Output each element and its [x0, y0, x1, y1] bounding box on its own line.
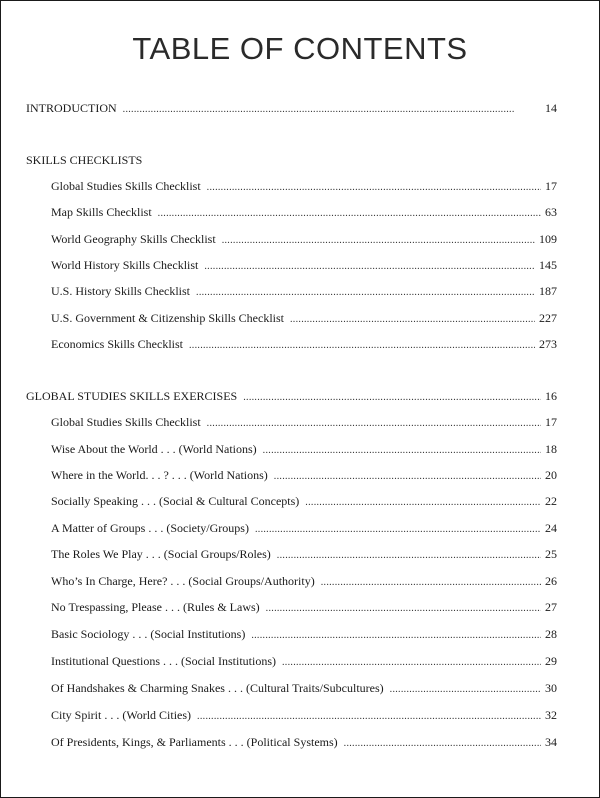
toc-entry [51, 231, 557, 249]
toc-entry-label: The Roles We Play . . . (Social Groups/Roles) [51, 547, 271, 561]
toc-entry [51, 599, 557, 617]
toc-entry [51, 467, 557, 485]
dot-leader [274, 469, 541, 485]
toc-entry-label: Who’s In Charge, Here? . . . (Social Groups/Authority) [51, 574, 315, 588]
dot-leader [290, 312, 535, 328]
toc-entry-label: Economics Skills Checklist [51, 337, 183, 351]
toc-entry-label: Map Skills Checklist [51, 205, 152, 219]
dot-leader [251, 628, 541, 644]
dot-leader [255, 522, 541, 538]
dot-leader [243, 390, 541, 406]
dot-leader [197, 709, 541, 725]
toc-entry-page: 63 [545, 205, 557, 219]
section-heading-global-studies [26, 388, 557, 406]
table-of-contents [1, 1, 599, 797]
toc-entry-page: 187 [539, 284, 557, 298]
dot-leader [196, 285, 535, 301]
toc-entry-page: 17 [545, 415, 557, 429]
toc-entry-label: World History Skills Checklist [51, 258, 199, 272]
dot-leader [207, 180, 541, 196]
toc-entry-page: 25 [545, 547, 557, 561]
toc-entry-label: INTRODUCTION [26, 101, 117, 115]
toc-entry-label: Basic Sociology . . . (Social Institutions) [51, 627, 246, 641]
toc-entry-page: 16 [545, 389, 557, 403]
toc-entry-label: Global Studies Skills Checklist [51, 179, 201, 193]
toc-entry-label: U.S. Government & Citizenship Skills Checklist [51, 311, 284, 325]
toc-entry-label: Of Handshakes & Charming Snakes . . . (Cultural Traits/Subcultures) [51, 681, 384, 695]
toc-entry-page: 22 [545, 494, 557, 508]
toc-entry [51, 441, 557, 459]
toc-entry [51, 546, 557, 564]
dot-leader [123, 102, 541, 118]
toc-entry-page: 227 [539, 311, 557, 325]
toc-entry [51, 680, 557, 698]
dot-leader [321, 575, 541, 591]
toc-entry-label: Socially Speaking . . . (Social & Cultural Concepts) [51, 494, 300, 508]
toc-entry-label: Wise About the World . . . (World Nations) [51, 442, 257, 456]
toc-entry [51, 707, 557, 725]
toc-entry-page: 14 [545, 101, 557, 115]
toc-entry-label: City Spirit . . . (World Cities) [51, 708, 192, 722]
dot-leader [266, 601, 541, 617]
toc-entry-introduction [26, 100, 557, 118]
toc-entry-label: Institutional Questions . . . (Social Institutions) [51, 654, 276, 668]
dot-leader [282, 655, 541, 671]
dot-leader [277, 548, 541, 564]
dot-leader [207, 416, 541, 432]
toc-entry-label: Global Studies Skills Checklist [51, 415, 201, 429]
toc-entry-page: 273 [539, 337, 557, 351]
toc-entry-page: 28 [545, 627, 557, 641]
toc-entry [51, 204, 557, 222]
toc-entry-page: 20 [545, 468, 557, 482]
dot-leader [344, 736, 541, 752]
dot-leader [158, 206, 541, 222]
toc-entry [51, 414, 557, 432]
dot-leader [204, 259, 535, 275]
toc-entry [51, 653, 557, 671]
toc-entry-page: 27 [545, 600, 557, 614]
dot-leader [263, 443, 541, 459]
toc-entry [51, 178, 557, 196]
toc-entry-page: 18 [545, 442, 557, 456]
toc-entry [51, 734, 557, 752]
toc-entry [51, 283, 557, 301]
toc-entry [51, 626, 557, 644]
toc-entry-page: 109 [539, 232, 557, 246]
toc-entry-label: GLOBAL STUDIES SKILLS EXERCISES [26, 389, 238, 403]
toc-entry-label: A Matter of Groups . . . (Society/Groups) [51, 521, 249, 535]
dot-leader [305, 495, 541, 511]
toc-entry-label: Of Presidents, Kings, & Parliaments . . . (Political Systems) [51, 735, 338, 749]
toc-entry-page: 26 [545, 574, 557, 588]
toc-entry-page: 32 [545, 708, 557, 722]
section-heading-skills-checklists: SKILLS CHECKLISTS [26, 153, 143, 167]
toc-entry-page: 145 [539, 258, 557, 272]
toc-entry [51, 336, 557, 354]
dot-leader [390, 682, 541, 698]
toc-entry-page: 29 [545, 654, 557, 668]
toc-entry [51, 257, 557, 275]
toc-entry [51, 493, 557, 511]
toc-entry [51, 573, 557, 591]
toc-entry [51, 310, 557, 328]
toc-entry-page: 30 [545, 681, 557, 695]
toc-entry [51, 520, 557, 538]
toc-entry-page: 34 [545, 735, 557, 749]
toc-entry-page: 17 [545, 179, 557, 193]
toc-entry-label: No Trespassing, Please . . . (Rules & Laws) [51, 600, 260, 614]
page-title: TABLE OF CONTENTS [132, 31, 468, 66]
toc-entry-label: Where in the World. . . ? . . . (World Nations) [51, 468, 268, 482]
toc-entry-label: World Geography Skills Checklist [51, 232, 216, 246]
dot-leader [189, 338, 535, 354]
toc-entry-label: U.S. History Skills Checklist [51, 284, 191, 298]
dot-leader [222, 233, 535, 249]
toc-entry-page: 24 [545, 521, 557, 535]
